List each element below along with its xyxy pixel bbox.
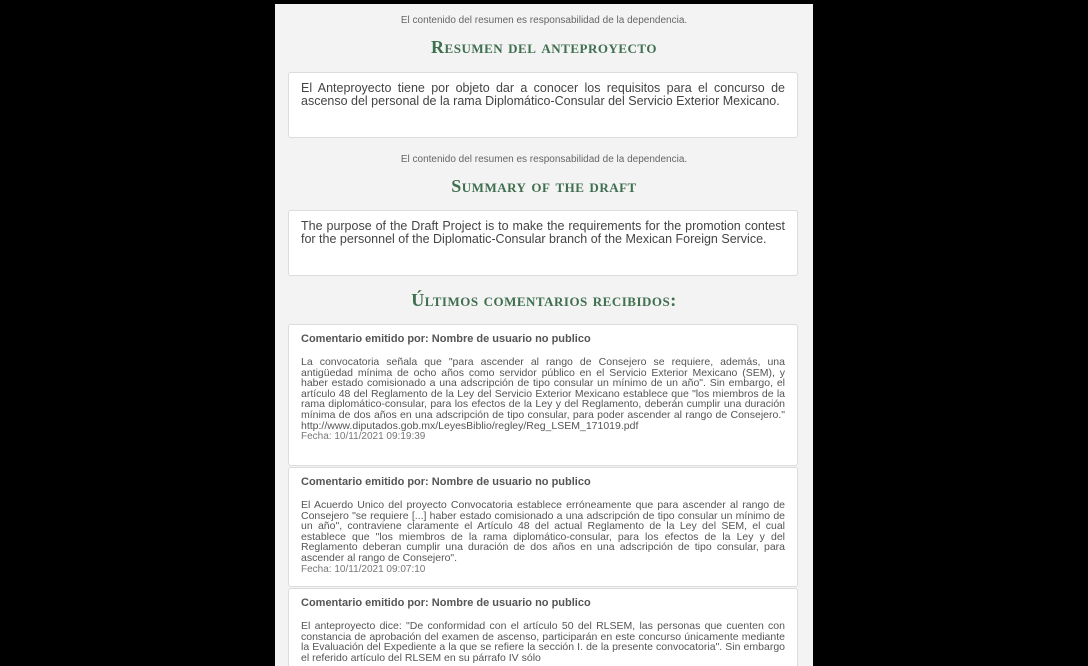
comment-author: Comentario emitido por: Nombre de usuario no publico: [301, 333, 591, 345]
summary-es-text: El Anteproyecto tiene por objeto dar a conocer los requisitos para el concurso de ascenso del personal de la rama Diplomático-Consular del Servicio Exterior Mexicano.: [301, 81, 785, 108]
comment-author: Comentario emitido por: Nombre de usuario no publico: [301, 597, 591, 609]
document-page: [275, 4, 813, 666]
summary-en-text: The purpose of the Draft Project is to make the requirements for the promotion contest for the personnel of the Diplomatic-Consular branch of the Mexican Foreign Service.: [301, 219, 785, 246]
comment-text: La convocatoria señala que "para ascender al rango de Consejero se requiere, además, una antigüedad mínima de ocho años como servidor público en el Servicio Exterior Mexicano (SEM), y haber estado comisionado a una adscripción de tipo consular un mínimo de un año". Sin embargo, el artículo 48 del Reglamento de la Ley del Servicio Exterior Mexicano establece que "los miembros de la rama diplomático-consular, para los efectos de la Ley y del Reglamento, deberán cumplir una duración mínima de dos años en una adscripción de tipo consular, para poder ascender al rango de Consejero." http://www.diputados.gob.mx/LeyesBiblio/regley/Reg_LSEM_171019.pdf: [301, 356, 785, 432]
disclaimer-note: El contenido del resumen es responsabilidad de la dependencia.: [400, 15, 688, 26]
comment-date: Fecha: 10/11/2021 09:07:10: [301, 563, 426, 575]
summary-es-title: Resumen del anteproyecto: [431, 37, 657, 57]
comments-title: Últimos comentarios recibidos:: [411, 290, 677, 310]
summary-es-box: [288, 72, 798, 138]
comment-card: [288, 588, 798, 666]
comment-author: Comentario emitido por: Nombre de usuario no publico: [301, 476, 591, 488]
comment-card: [288, 467, 798, 587]
comment-text: El Acuerdo Unico del proyecto Convocatoria establece erróneamente que para ascender al rango de Consejero "se requiere [...] haber estado comisionado a una adscripción de tipo consular un mínimo de un año", contraviene claramente el Artículo 48 del actual Reglamento de la Ley del SEM, el cual establece que "los miembros de la rama diplomático-consular, para los efectos de la Ley y del Reglamento deberan cumplir una duración de dos años en una adscripción de tipo consular, para ascender al rango de Consejero".: [301, 499, 785, 564]
comment-date: Fecha: 10/11/2021 09:19:39: [301, 431, 426, 443]
summary-en-title: Summary of the draft: [451, 176, 637, 196]
summary-en-box: [288, 210, 798, 276]
disclaimer-note: El contenido del resumen es responsabilidad de la dependencia.: [400, 154, 688, 165]
comment-text: El anteproyecto dice: "De conformidad con el artículo 50 del RLSEM, las personas que cuenten con constancia de aprobación del examen de ascenso, participarán en este concurso únicamente mediante la Evaluación del Expediente a la que se refiere la sección I. de la presente convocatoria". Sin embargo el referido artículo del RLSEM en su párrafo IV sólo: [301, 620, 785, 664]
comment-card: [288, 324, 798, 466]
